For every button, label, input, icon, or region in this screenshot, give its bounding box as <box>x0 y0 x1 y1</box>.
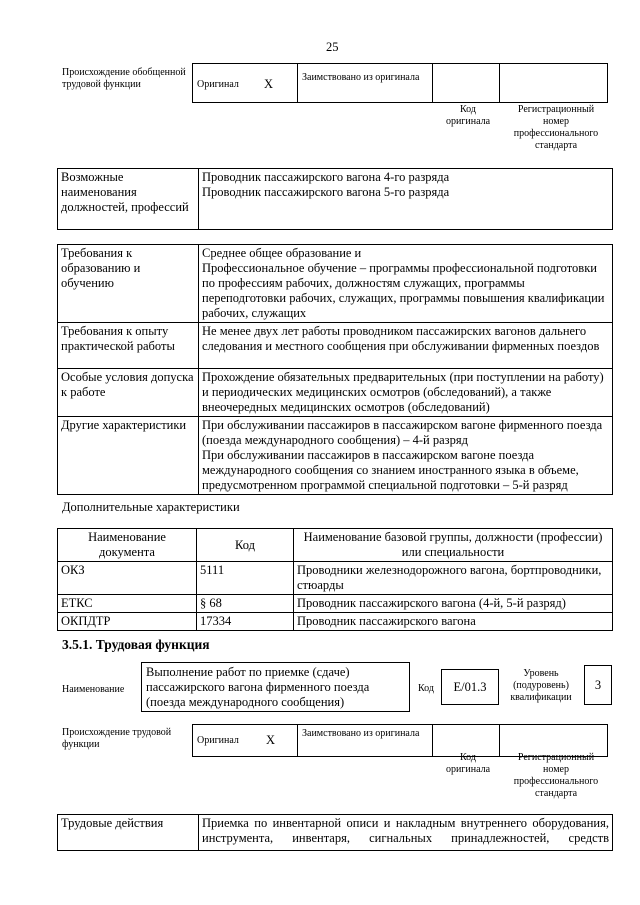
function-code-value: E/01.3 <box>453 680 487 694</box>
req-text-conditions: Прохождение обязательных предварительных (при поступлении на работу) и периодических медицинских осмотров (обследований), а также внеочередных медицинских осмотров (обследований) <box>199 369 613 417</box>
original2-mark: X <box>266 733 276 747</box>
original-label: Оригинал <box>197 79 239 90</box>
labor-actions-line-2: инструмента, инвентаря, сигнальных принадлежностей, средств <box>202 831 609 845</box>
req-text-experience: Не менее двух лет работы проводником пассажирских вагонов дальнего следования и местного сообщения при обслуживании фирменных поездов <box>199 323 613 369</box>
function-name-value: Выполнение работ по приемке (сдаче) пассажирского вагона фирменного поезда (поезда международного сообщения) <box>146 665 370 709</box>
req-label-other: Другие характеристики <box>58 417 199 495</box>
additional-cell: ЕТКС <box>58 595 197 613</box>
req-label-experience: Требования к опыту практической работы <box>58 323 199 369</box>
req-text-other-1: При обслуживании пассажиров в пассажирском вагоне фирменного поезда (поезда международного сообщения) – 4-й разряд <box>202 418 603 447</box>
requirements-table <box>57 244 613 495</box>
origin-label: Происхождение обобщенной трудовой функции <box>62 67 186 90</box>
level-box <box>584 665 612 705</box>
code-original2-caption: Код оригинала <box>445 752 491 775</box>
possible-name-2: Проводник пассажирского вагона 5-го разряда <box>202 185 450 199</box>
reg-number2-caption: Регистрационный номер профессионального стандарта <box>513 752 599 799</box>
table-row <box>58 595 613 613</box>
level-label: Уровень (подуровень) квалификации <box>510 668 572 703</box>
original2-label: Оригинал <box>197 735 239 746</box>
table-row <box>58 613 613 631</box>
borrowed2-label: Заимствовано из оригинала <box>302 728 420 739</box>
req-text-education-1: Среднее общее образование и <box>202 246 362 260</box>
additional-cell: ОКПДТР <box>58 613 197 631</box>
function-heading: 3.5.1. Трудовая функция <box>62 637 210 652</box>
additional-header-name: Наименование базовой группы, должности (профессии) или специальности <box>294 529 613 562</box>
additional-header-code: Код <box>197 529 294 562</box>
additional-header-doc: Наименование документа <box>58 529 197 562</box>
level-value: 3 <box>594 678 602 692</box>
function-code-box <box>441 669 499 705</box>
possible-names-label: Возможные наименования должностей, профессий <box>58 169 199 230</box>
labor-actions-line-1: Приемка по инвентарной описи и накладным внутреннего оборудования, <box>202 816 609 830</box>
reg-number-caption: Регистрационный номер профессионального стандарта <box>513 104 599 151</box>
additional-table <box>57 528 613 631</box>
table-row <box>58 562 613 595</box>
additional-cell: 5111 <box>197 562 294 595</box>
borrowed-label: Заимствовано из оригинала <box>302 72 420 83</box>
origin2-label: Происхождение трудовой функции <box>62 727 172 750</box>
req-text-other-2: При обслуживании пассажиров в пассажирском вагоне поезда международного сообщения со знанием иностранного языка в объеме, предусмотренном программой специальной подготовки – 5-й разряд <box>202 448 579 492</box>
additional-cell: § 68 <box>197 595 294 613</box>
function-code-label: Код <box>418 683 434 694</box>
original-mark: X <box>264 77 274 91</box>
additional-cell: ОКЗ <box>58 562 197 595</box>
additional-cell: Проводник пассажирского вагона (4-й, 5-й разряд) <box>294 595 613 613</box>
code-original-caption: Код оригинала <box>445 104 491 127</box>
labor-actions-label: Трудовые действия <box>58 815 199 851</box>
req-label-education: Требования к образованию и обучению <box>58 245 199 323</box>
function-name-box <box>141 662 410 712</box>
additional-cell: Проводник пассажирского вагона <box>294 613 613 631</box>
additional-cell: Проводники железнодорожного вагона, бортпроводники, стюарды <box>294 562 613 595</box>
additional-cell: 17334 <box>197 613 294 631</box>
function-name-label: Наименование <box>62 684 125 695</box>
possible-name-1: Проводник пассажирского вагона 4-го разряда <box>202 170 450 184</box>
req-text-education-2: Профессиональное обучение – программы профессиональной подготовки по профессиям рабочих, должностям служащих, программы переподготовки рабочих, служащих, программы повышения квалификации рабочих, служащих <box>202 261 605 320</box>
labor-actions-table <box>57 814 613 851</box>
page-number: 25 <box>326 40 339 54</box>
req-label-conditions: Особые условия допуска к работе <box>58 369 199 417</box>
possible-names-table <box>57 168 613 230</box>
additional-heading: Дополнительные характеристики <box>62 500 240 514</box>
